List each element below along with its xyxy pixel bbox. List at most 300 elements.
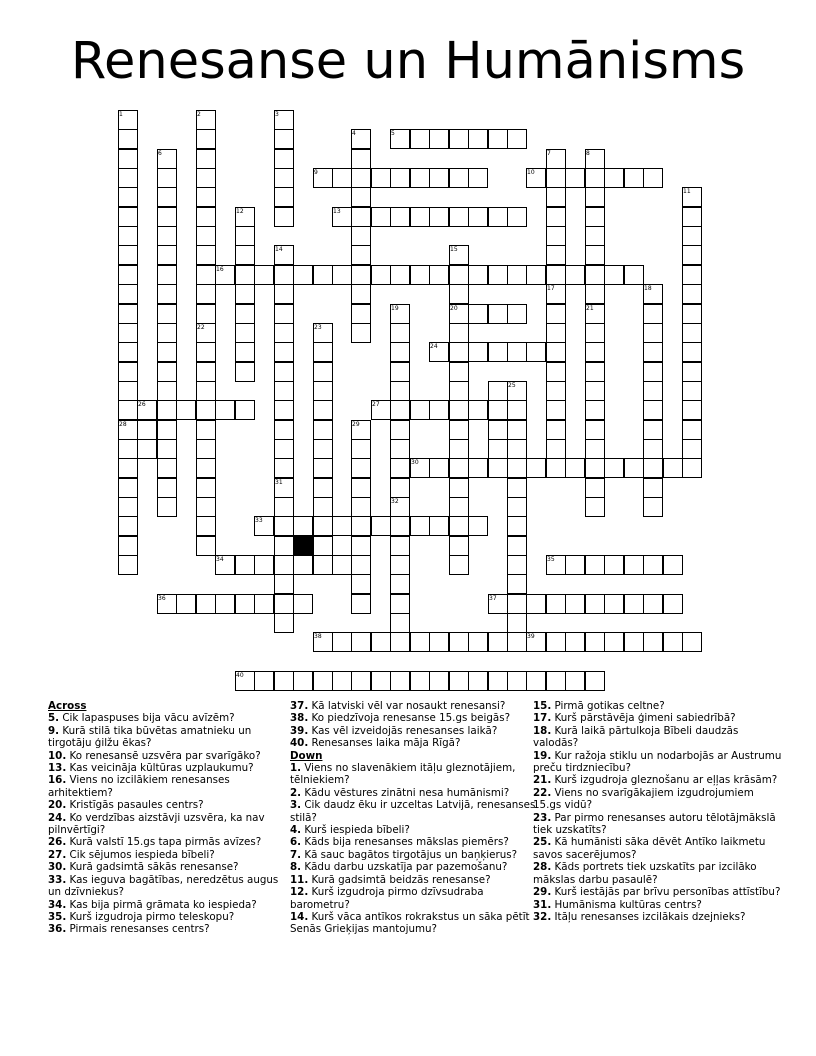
grid-cell[interactable] [313, 497, 333, 517]
grid-cell[interactable] [546, 362, 566, 382]
grid-cell[interactable] [313, 516, 333, 536]
grid-cell[interactable] [157, 226, 177, 246]
grid-cell[interactable] [468, 265, 488, 285]
grid-cell[interactable] [565, 168, 585, 188]
grid-cell[interactable] [468, 129, 488, 149]
grid-cell[interactable] [507, 555, 527, 575]
grid-cell[interactable] [449, 555, 469, 575]
grid-cell[interactable] [643, 497, 663, 517]
grid-cell[interactable] [585, 284, 605, 304]
grid-cell[interactable] [643, 420, 663, 440]
grid-cell[interactable] [390, 632, 410, 652]
grid-cell[interactable] [313, 536, 333, 556]
grid-cell[interactable] [643, 555, 663, 575]
grid-cell[interactable] [313, 381, 333, 401]
grid-cell[interactable] [546, 207, 566, 227]
grid-cell[interactable] [546, 323, 566, 343]
grid-cell[interactable] [274, 381, 294, 401]
grid-cell[interactable] [585, 555, 605, 575]
grid-cell[interactable] [196, 226, 216, 246]
grid-cell[interactable] [643, 439, 663, 459]
grid-cell[interactable] [585, 594, 605, 614]
grid-cell[interactable] [507, 342, 527, 362]
grid-cell[interactable] [507, 458, 527, 478]
grid-cell[interactable] [585, 632, 605, 652]
grid-cell[interactable] [546, 381, 566, 401]
grid-cell[interactable] [682, 420, 702, 440]
grid-cell[interactable] [585, 458, 605, 478]
grid-cell[interactable] [351, 574, 371, 594]
grid-cell[interactable] [390, 400, 410, 420]
grid-cell[interactable] [254, 555, 274, 575]
grid-cell[interactable] [390, 555, 410, 575]
grid-cell[interactable] [118, 323, 138, 343]
grid-cell[interactable] [546, 168, 566, 188]
grid-cell[interactable] [546, 187, 566, 207]
grid-cell[interactable] [196, 207, 216, 227]
grid-cell[interactable] [429, 632, 449, 652]
grid-cell[interactable] [235, 362, 255, 382]
grid-cell[interactable] [449, 497, 469, 517]
grid-cell[interactable] [429, 207, 449, 227]
grid-cell[interactable] [449, 516, 469, 536]
grid-cell[interactable] [585, 497, 605, 517]
grid-cell[interactable] [196, 458, 216, 478]
grid-cell[interactable] [118, 362, 138, 382]
grid-cell[interactable] [643, 323, 663, 343]
grid-cell[interactable] [293, 516, 313, 536]
grid-cell[interactable] [643, 168, 663, 188]
grid-cell[interactable] [274, 129, 294, 149]
grid-cell[interactable] [507, 516, 527, 536]
grid-cell[interactable] [157, 265, 177, 285]
grid-cell[interactable] [157, 245, 177, 265]
grid-cell[interactable] [293, 671, 313, 691]
grid-cell[interactable] [254, 265, 274, 285]
grid-cell[interactable] [449, 478, 469, 498]
grid-cell[interactable] [351, 497, 371, 517]
grid-cell[interactable] [449, 420, 469, 440]
grid-cell[interactable] [449, 671, 469, 691]
grid-cell[interactable] [449, 168, 469, 188]
grid-cell[interactable] [604, 594, 624, 614]
grid-cell[interactable] [332, 671, 352, 691]
grid-cell[interactable] [488, 420, 508, 440]
grid-cell[interactable] [390, 420, 410, 440]
grid-cell[interactable] [488, 265, 508, 285]
grid-cell[interactable] [157, 187, 177, 207]
grid-cell[interactable] [604, 632, 624, 652]
grid-cell[interactable] [390, 342, 410, 362]
grid-cell[interactable] [682, 304, 702, 324]
grid-cell[interactable] [507, 400, 527, 420]
grid-cell[interactable] [274, 168, 294, 188]
grid-cell[interactable] [390, 381, 410, 401]
grid-cell[interactable] [351, 226, 371, 246]
grid-cell[interactable] [196, 168, 216, 188]
grid-cell[interactable] [157, 362, 177, 382]
grid-cell[interactable] [118, 555, 138, 575]
grid-cell[interactable] [682, 381, 702, 401]
grid-cell[interactable] [410, 129, 430, 149]
grid-cell[interactable] [604, 168, 624, 188]
grid-cell[interactable] [507, 536, 527, 556]
grid-cell[interactable] [274, 149, 294, 169]
grid-cell[interactable] [449, 362, 469, 382]
grid-cell[interactable] [313, 400, 333, 420]
grid-cell[interactable] [351, 594, 371, 614]
grid-cell[interactable] [313, 671, 333, 691]
grid-cell[interactable] [643, 362, 663, 382]
grid-cell[interactable] [507, 478, 527, 498]
grid-cell[interactable] [663, 458, 683, 478]
grid-cell[interactable] [351, 149, 371, 169]
grid-cell[interactable] [526, 265, 546, 285]
grid-cell[interactable] [449, 129, 469, 149]
grid-cell[interactable] [429, 265, 449, 285]
grid-cell[interactable] [624, 168, 644, 188]
grid-cell[interactable] [118, 536, 138, 556]
grid-cell[interactable] [410, 400, 430, 420]
grid-cell[interactable] [313, 420, 333, 440]
grid-cell[interactable] [118, 129, 138, 149]
grid-cell[interactable] [682, 439, 702, 459]
grid-cell[interactable] [332, 168, 352, 188]
grid-cell[interactable] [157, 497, 177, 517]
grid-cell[interactable] [488, 458, 508, 478]
grid-cell[interactable] [137, 439, 157, 459]
grid-cell[interactable] [507, 574, 527, 594]
grid-cell[interactable] [118, 245, 138, 265]
grid-cell[interactable] [546, 439, 566, 459]
grid-cell[interactable] [274, 536, 294, 556]
grid-cell[interactable] [682, 207, 702, 227]
grid-cell[interactable] [118, 400, 138, 420]
grid-cell[interactable] [682, 265, 702, 285]
grid-cell[interactable] [507, 129, 527, 149]
grid-cell[interactable] [468, 516, 488, 536]
grid-cell[interactable] [429, 671, 449, 691]
grid-cell[interactable] [585, 400, 605, 420]
grid-cell[interactable] [390, 516, 410, 536]
grid-cell[interactable] [390, 574, 410, 594]
grid-cell[interactable] [624, 458, 644, 478]
grid-cell[interactable] [235, 400, 255, 420]
grid-cell[interactable] [274, 187, 294, 207]
grid-cell[interactable] [488, 207, 508, 227]
grid-cell[interactable] [118, 497, 138, 517]
grid-cell[interactable] [507, 420, 527, 440]
grid-cell[interactable] [274, 342, 294, 362]
grid-cell[interactable] [390, 613, 410, 633]
grid-cell[interactable] [351, 458, 371, 478]
grid-cell[interactable] [643, 381, 663, 401]
grid-cell[interactable] [585, 420, 605, 440]
grid-cell[interactable] [643, 342, 663, 362]
grid-cell[interactable] [390, 439, 410, 459]
grid-cell[interactable] [274, 284, 294, 304]
grid-cell[interactable] [488, 400, 508, 420]
grid-cell[interactable] [196, 265, 216, 285]
grid-cell[interactable] [196, 187, 216, 207]
grid-cell[interactable] [371, 207, 391, 227]
grid-cell[interactable] [410, 265, 430, 285]
grid-cell[interactable] [390, 536, 410, 556]
grid-cell[interactable] [643, 400, 663, 420]
grid-cell[interactable] [624, 265, 644, 285]
grid-cell[interactable] [546, 400, 566, 420]
grid-cell[interactable] [526, 342, 546, 362]
grid-cell[interactable] [565, 671, 585, 691]
grid-cell[interactable] [585, 245, 605, 265]
grid-cell[interactable] [663, 632, 683, 652]
grid-cell[interactable] [488, 632, 508, 652]
grid-cell[interactable] [235, 284, 255, 304]
grid-cell[interactable] [313, 362, 333, 382]
grid-cell[interactable] [390, 594, 410, 614]
grid-cell[interactable] [274, 207, 294, 227]
grid-cell[interactable] [643, 478, 663, 498]
grid-cell[interactable] [196, 149, 216, 169]
grid-cell[interactable] [176, 594, 196, 614]
grid-cell[interactable] [643, 304, 663, 324]
grid-cell[interactable] [604, 458, 624, 478]
grid-cell[interactable] [682, 458, 702, 478]
grid-cell[interactable] [449, 342, 469, 362]
grid-cell[interactable] [293, 265, 313, 285]
grid-cell[interactable] [351, 304, 371, 324]
grid-cell[interactable] [390, 478, 410, 498]
grid-cell[interactable] [682, 342, 702, 362]
grid-cell[interactable] [488, 129, 508, 149]
grid-cell[interactable] [449, 536, 469, 556]
grid-cell[interactable] [449, 323, 469, 343]
grid-cell[interactable] [274, 362, 294, 382]
grid-cell[interactable] [274, 400, 294, 420]
grid-cell[interactable] [371, 168, 391, 188]
grid-cell[interactable] [507, 304, 527, 324]
grid-cell[interactable] [118, 478, 138, 498]
grid-cell[interactable] [157, 381, 177, 401]
grid-cell[interactable] [565, 632, 585, 652]
grid-cell[interactable] [157, 304, 177, 324]
grid-cell[interactable] [274, 671, 294, 691]
grid-cell[interactable] [118, 342, 138, 362]
grid-cell[interactable] [624, 632, 644, 652]
grid-cell[interactable] [585, 439, 605, 459]
grid-cell[interactable] [643, 458, 663, 478]
grid-cell[interactable] [351, 323, 371, 343]
grid-cell[interactable] [624, 555, 644, 575]
grid-cell[interactable] [274, 555, 294, 575]
grid-cell[interactable] [546, 420, 566, 440]
grid-cell[interactable] [118, 207, 138, 227]
grid-cell[interactable] [546, 671, 566, 691]
grid-cell[interactable] [410, 168, 430, 188]
grid-cell[interactable] [585, 323, 605, 343]
grid-cell[interactable] [585, 342, 605, 362]
grid-cell[interactable] [507, 497, 527, 517]
grid-cell[interactable] [546, 632, 566, 652]
grid-cell[interactable] [235, 265, 255, 285]
grid-cell[interactable] [449, 439, 469, 459]
grid-cell[interactable] [410, 671, 430, 691]
grid-cell[interactable] [449, 284, 469, 304]
grid-cell[interactable] [196, 284, 216, 304]
grid-cell[interactable] [313, 458, 333, 478]
grid-cell[interactable] [293, 555, 313, 575]
grid-cell[interactable] [410, 207, 430, 227]
grid-cell[interactable] [488, 304, 508, 324]
grid-cell[interactable] [449, 381, 469, 401]
grid-cell[interactable] [390, 323, 410, 343]
grid-cell[interactable] [682, 362, 702, 382]
grid-cell[interactable] [449, 458, 469, 478]
grid-cell[interactable] [546, 265, 566, 285]
grid-cell[interactable] [118, 149, 138, 169]
grid-cell[interactable] [643, 632, 663, 652]
grid-cell[interactable] [196, 594, 216, 614]
grid-cell[interactable] [274, 323, 294, 343]
grid-cell[interactable] [274, 613, 294, 633]
grid-cell[interactable] [585, 226, 605, 246]
grid-cell[interactable] [429, 458, 449, 478]
grid-cell[interactable] [118, 226, 138, 246]
grid-cell[interactable] [682, 632, 702, 652]
grid-cell[interactable] [390, 458, 410, 478]
grid-cell[interactable] [157, 168, 177, 188]
grid-cell[interactable] [196, 497, 216, 517]
grid-cell[interactable] [254, 671, 274, 691]
grid-cell[interactable] [196, 129, 216, 149]
grid-cell[interactable] [449, 265, 469, 285]
grid-cell[interactable] [585, 187, 605, 207]
grid-cell[interactable] [274, 516, 294, 536]
grid-cell[interactable] [157, 420, 177, 440]
grid-cell[interactable] [507, 613, 527, 633]
grid-cell[interactable] [507, 671, 527, 691]
grid-cell[interactable] [429, 516, 449, 536]
grid-cell[interactable] [274, 439, 294, 459]
grid-cell[interactable] [585, 265, 605, 285]
grid-cell[interactable] [546, 245, 566, 265]
grid-cell[interactable] [313, 555, 333, 575]
grid-cell[interactable] [274, 304, 294, 324]
grid-cell[interactable] [585, 478, 605, 498]
grid-cell[interactable] [488, 381, 508, 401]
grid-cell[interactable] [196, 420, 216, 440]
grid-cell[interactable] [682, 284, 702, 304]
grid-cell[interactable] [488, 671, 508, 691]
grid-cell[interactable] [235, 245, 255, 265]
grid-cell[interactable] [215, 594, 235, 614]
grid-cell[interactable] [235, 594, 255, 614]
grid-cell[interactable] [585, 671, 605, 691]
grid-cell[interactable] [118, 381, 138, 401]
grid-cell[interactable] [118, 516, 138, 536]
grid-cell[interactable] [351, 207, 371, 227]
grid-cell[interactable] [429, 168, 449, 188]
grid-cell[interactable] [118, 284, 138, 304]
grid-cell[interactable] [585, 207, 605, 227]
grid-cell[interactable] [293, 594, 313, 614]
grid-cell[interactable] [449, 400, 469, 420]
grid-cell[interactable] [157, 342, 177, 362]
grid-cell[interactable] [429, 400, 449, 420]
grid-cell[interactable] [118, 304, 138, 324]
grid-cell[interactable] [468, 458, 488, 478]
grid-cell[interactable] [351, 555, 371, 575]
grid-cell[interactable] [351, 168, 371, 188]
grid-cell[interactable] [410, 516, 430, 536]
grid-cell[interactable] [507, 594, 527, 614]
grid-cell[interactable] [643, 594, 663, 614]
grid-cell[interactable] [351, 478, 371, 498]
grid-cell[interactable] [235, 226, 255, 246]
grid-cell[interactable] [137, 420, 157, 440]
grid-cell[interactable] [118, 187, 138, 207]
grid-cell[interactable] [585, 362, 605, 382]
grid-cell[interactable] [332, 632, 352, 652]
grid-cell[interactable] [468, 207, 488, 227]
grid-cell[interactable] [157, 284, 177, 304]
grid-cell[interactable] [468, 342, 488, 362]
grid-cell[interactable] [313, 439, 333, 459]
grid-cell[interactable] [196, 516, 216, 536]
grid-cell[interactable] [332, 516, 352, 536]
grid-cell[interactable] [546, 304, 566, 324]
grid-cell[interactable] [468, 632, 488, 652]
grid-cell[interactable] [468, 304, 488, 324]
grid-cell[interactable] [390, 362, 410, 382]
grid-cell[interactable] [546, 594, 566, 614]
grid-cell[interactable] [410, 632, 430, 652]
grid-cell[interactable] [118, 265, 138, 285]
grid-cell[interactable] [371, 265, 391, 285]
grid-cell[interactable] [449, 632, 469, 652]
grid-cell[interactable] [526, 594, 546, 614]
grid-cell[interactable] [488, 439, 508, 459]
grid-cell[interactable] [157, 439, 177, 459]
grid-cell[interactable] [663, 555, 683, 575]
grid-cell[interactable] [488, 342, 508, 362]
grid-cell[interactable] [235, 555, 255, 575]
grid-cell[interactable] [157, 458, 177, 478]
grid-cell[interactable] [663, 594, 683, 614]
grid-cell[interactable] [371, 632, 391, 652]
grid-cell[interactable] [313, 478, 333, 498]
grid-cell[interactable] [565, 458, 585, 478]
grid-cell[interactable] [196, 536, 216, 556]
grid-cell[interactable] [565, 265, 585, 285]
grid-cell[interactable] [371, 516, 391, 536]
grid-cell[interactable] [254, 594, 274, 614]
grid-cell[interactable] [118, 458, 138, 478]
grid-cell[interactable] [351, 516, 371, 536]
grid-cell[interactable] [196, 381, 216, 401]
grid-cell[interactable] [196, 478, 216, 498]
grid-cell[interactable] [449, 207, 469, 227]
grid-cell[interactable] [390, 265, 410, 285]
grid-cell[interactable] [507, 439, 527, 459]
grid-cell[interactable] [176, 400, 196, 420]
grid-cell[interactable] [351, 187, 371, 207]
grid-cell[interactable] [235, 342, 255, 362]
grid-cell[interactable] [390, 671, 410, 691]
grid-cell[interactable] [274, 420, 294, 440]
grid-cell[interactable] [196, 400, 216, 420]
grid-cell[interactable] [682, 323, 702, 343]
